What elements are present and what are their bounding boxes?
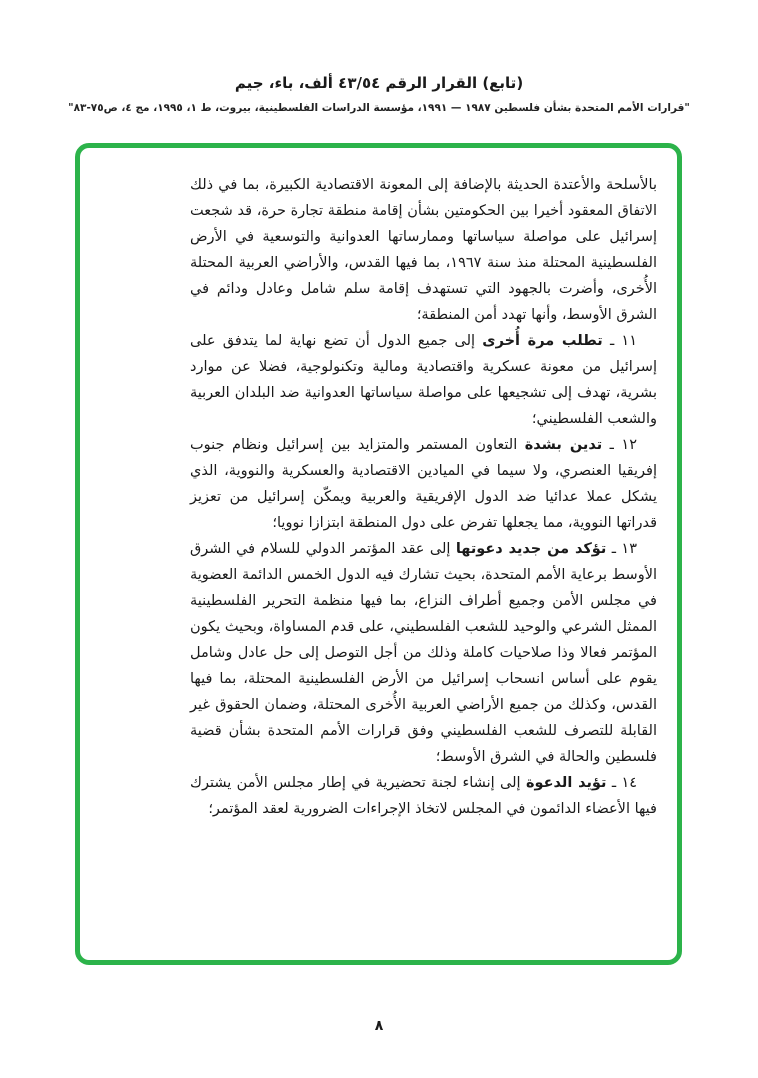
paragraph-text: التعاون المستمر والمتزايد بين إسرائيل ونظام جنوب إفريقيا العنصري، ولا سيما في الميادين الاقتصادية والعسكرية والنووية، الذي يشكل عملا عدائيا ضد الدول الإفريقية والعربية ويمكّن إسرائيل من تعزيز قدراتها النووية، مما يجعلها تفرض على دول المنطقة ابتزازا نوويا؛ bbox=[190, 437, 657, 531]
paragraph-lead: تؤكد من جديد دعوتها bbox=[455, 541, 607, 557]
paragraph-text: إلى عقد المؤتمر الدولي للسلام في الشرق الأوسط برعاية الأمم المتحدة، بحيث تشارك فيه الدول الخمس الدائمة العضوية في مجلس الأمن وجميع أطراف النزاع، بما فيها منظمة التحرير الفلسطينية الممثل الشرعي والوحيد للشعب الفلسطيني، على قدم المساواة، وبحيث يكون المؤتمر فعالا وذا صلاحيات كاملة وذلك من أجل التوصل إلى حل عادل وشامل يقوم على أساس انسحاب إسرائيل من الأرض الفلسطينية المحتلة، بما فيها القدس، وكذلك من جميع الأراضي العربية الأُخرى المحتلة، وضمان الحقوق غير القابلة للتصرف للشعب الفلسطيني وفق قرارات الأمم المتحدة بشأن قضية فلسطين والحالة في الشرق الأوسط؛ bbox=[190, 541, 657, 765]
page-number: ٨ bbox=[374, 1018, 384, 1034]
source-citation: "قرارات الأمم المتحدة بشأن فلسطين ١٩٨٧ — ١٩٩١، مؤسسة الدراسات الفلسطينية، بيروت، ط ١، ١٩٩٥، مج ٤، ص٧٥-٨٣" bbox=[68, 102, 690, 114]
paragraph-number: ١٣ ـ bbox=[606, 541, 637, 557]
content-box bbox=[75, 143, 682, 965]
paragraph-text: إلى جميع الدول أن تضع نهاية لما يتدفق على إسرائيل من معونة عسكرية واقتصادية ومالية وتكنولوجية، فضلا عن موارد بشرية، تهدف إلى تشجيعها على مواصلة سياساتها العدوانية ضد البلدان العربية والشعب الفلسطيني؛ bbox=[190, 333, 657, 427]
paragraph-14 bbox=[190, 770, 657, 822]
paragraph-number: ١٤ ـ bbox=[606, 775, 638, 791]
paragraph-lead: تؤيد الدعوة bbox=[525, 775, 607, 791]
page-title: (تابع) القرار الرقم ٤٣/٥٤ ألف، باء، جيم bbox=[234, 74, 524, 92]
paragraph-lead: تطلب مرة أُخرى bbox=[482, 333, 603, 349]
paragraph-number: ١١ ـ bbox=[602, 333, 637, 349]
paragraph-number: ١٢ ـ bbox=[602, 437, 637, 453]
resolution-text bbox=[190, 172, 657, 822]
paragraph-lead: تدين بشدة bbox=[524, 437, 603, 453]
paragraph-13 bbox=[190, 536, 657, 770]
paragraph-continuation bbox=[190, 172, 657, 328]
paragraph-12 bbox=[190, 432, 657, 536]
paragraph-text: إلى إنشاء لجنة تحضيرية في إطار مجلس الأمن يشترك فيها الأعضاء الدائمون في المجلس لاتخاذ الإجراءات الضرورية لعقد المؤتمر؛ bbox=[190, 775, 657, 817]
paragraph-text: بالأسلحة والأعتدة الحديثة بالإضافة إلى المعونة الاقتصادية الكبيرة، بما في ذلك الاتفاق المعقود أخيرا بين الحكومتين بشأن إقامة منطقة تجارة حرة، قد شجعت إسرائيل على مواصلة سياساتها وممارساتها العدوانية والتوسعية في الأرض الفلسطينية المحتلة منذ سنة ١٩٦٧، بما فيها القدس، والأراضي العربية المحتلة الأُخرى، وأضرت بالجهود التي تستهدف إقامة سلم شامل وعادل ودائم في الشرق الأوسط، وأنها تهدد أمن المنطقة؛ bbox=[190, 177, 657, 323]
paragraph-11 bbox=[190, 328, 657, 432]
